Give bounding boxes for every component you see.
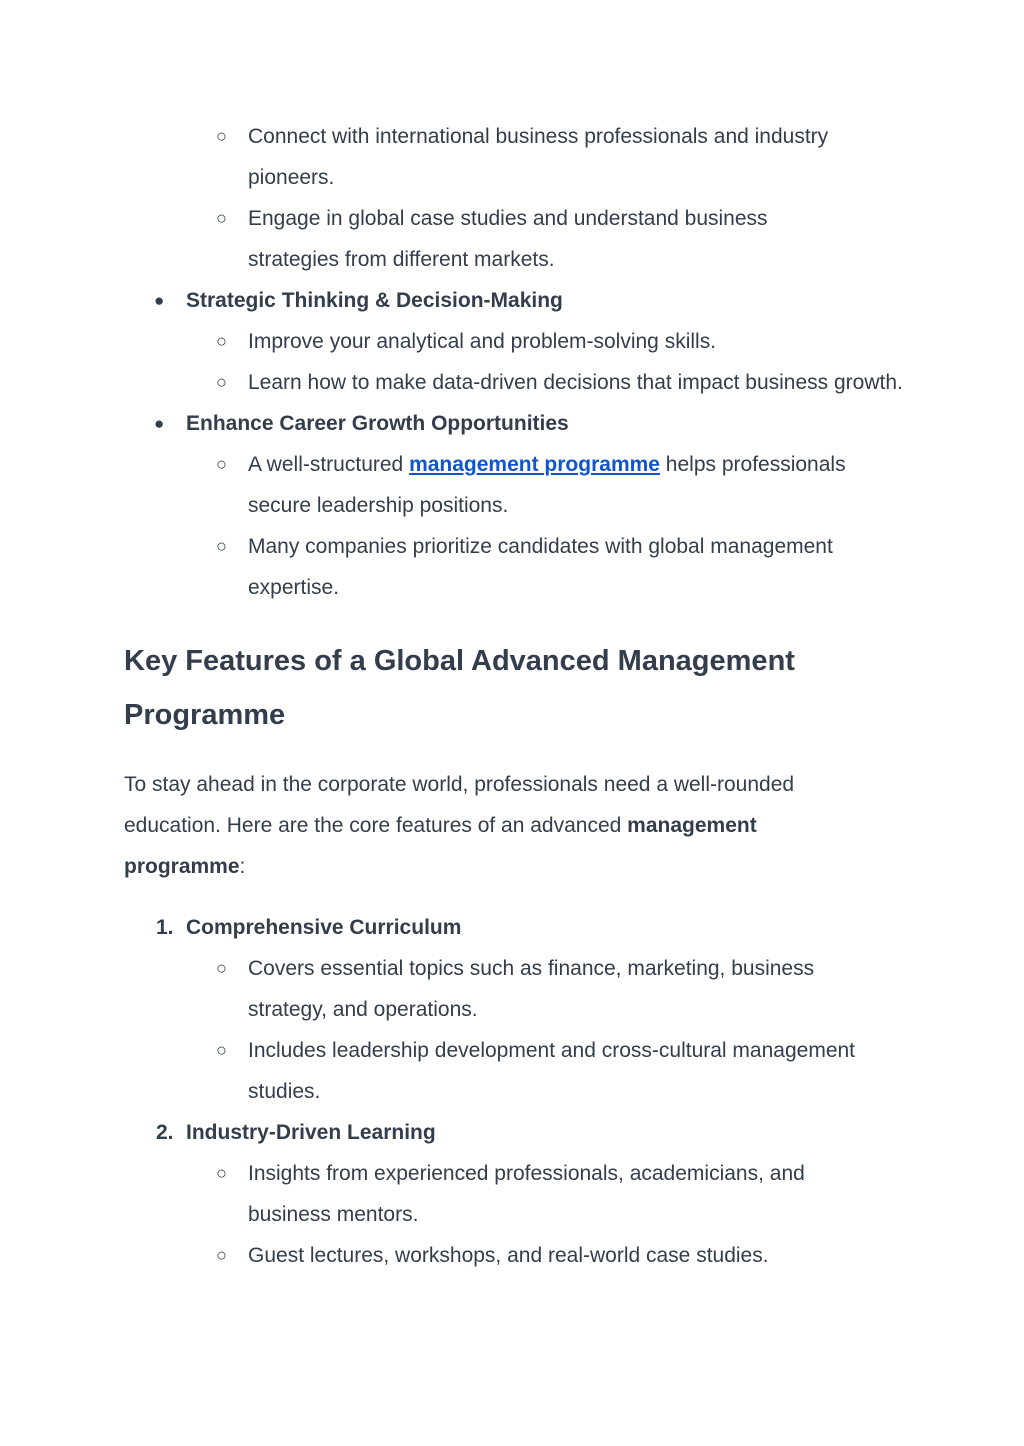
list-item-text: Many companies prioritize candidates with global management expertise. — [248, 535, 833, 599]
list-item-text: Improve your analytical and problem-solving skills. — [248, 330, 717, 353]
intro-paragraph — [124, 764, 844, 887]
list-item — [124, 280, 904, 321]
feature-item — [124, 1112, 904, 1153]
hollow-circle-bullet-icon: ○ — [216, 958, 227, 978]
list-item — [124, 1030, 928, 1112]
document-page — [124, 116, 904, 1276]
hollow-circle-bullet-icon: ○ — [216, 454, 227, 474]
hollow-circle-bullet-icon: ○ — [216, 1163, 227, 1183]
list-item-text-before: A well-structured — [248, 453, 410, 476]
list-item — [124, 362, 904, 403]
intro-end: : — [239, 855, 246, 878]
list-number: 2. — [156, 1121, 174, 1144]
list-item — [124, 198, 848, 280]
intro-text: To stay ahead in the corporate world, professionals need a well-rounded education. Here are the core features of an advanced — [124, 773, 795, 837]
hollow-circle-bullet-icon: ○ — [216, 126, 227, 146]
list-item — [124, 1235, 904, 1276]
section-heading: Key Features of a Global Advanced Management Programme — [124, 645, 795, 731]
intro-bold-text: management programme — [124, 814, 757, 878]
management-programme-link[interactable]: management programme — [409, 453, 660, 476]
list-item-text: Connect with international business professionals and industry pioneers. — [248, 125, 829, 189]
list-number: 1. — [156, 916, 174, 939]
features-list — [124, 907, 904, 1276]
feature-title: Industry-Driven Learning — [186, 1121, 436, 1144]
filled-circle-bullet-icon: ● — [154, 414, 165, 433]
list-item — [124, 403, 904, 444]
benefits-list — [124, 116, 904, 608]
hollow-circle-bullet-icon: ○ — [216, 372, 227, 392]
list-item-text: Learn how to make data-driven decisions that impact business growth. — [248, 371, 903, 394]
list-item-text: Engage in global case studies and understand business strategies from different markets. — [248, 207, 768, 271]
list-item — [124, 948, 888, 1030]
hollow-circle-bullet-icon: ○ — [216, 331, 227, 351]
list-item — [124, 444, 908, 526]
list-item — [124, 1153, 888, 1235]
filled-circle-bullet-icon: ● — [154, 291, 165, 310]
hollow-circle-bullet-icon: ○ — [216, 1245, 227, 1265]
list-item-title: Strategic Thinking & Decision-Making — [186, 289, 563, 312]
list-item — [124, 321, 904, 362]
list-item-text-after: helps professionals secure leadership positions. — [248, 453, 846, 517]
feature-title: Comprehensive Curriculum — [186, 916, 462, 939]
feature-item — [124, 907, 904, 948]
list-item-text: Covers essential topics such as finance, marketing, business strategy, and operations. — [248, 957, 815, 1021]
list-item-text: Insights from experienced professionals, academicians, and business mentors. — [248, 1162, 805, 1226]
list-item-title: Enhance Career Growth Opportunities — [186, 412, 569, 435]
list-item — [124, 526, 904, 608]
list-item-text: Guest lectures, workshops, and real-world case studies. — [248, 1244, 769, 1267]
hollow-circle-bullet-icon: ○ — [216, 536, 227, 556]
hollow-circle-bullet-icon: ○ — [216, 1040, 227, 1060]
list-item — [124, 116, 904, 198]
list-item-text: Includes leadership development and cross-cultural management studies. — [248, 1039, 856, 1103]
hollow-circle-bullet-icon: ○ — [216, 208, 227, 228]
